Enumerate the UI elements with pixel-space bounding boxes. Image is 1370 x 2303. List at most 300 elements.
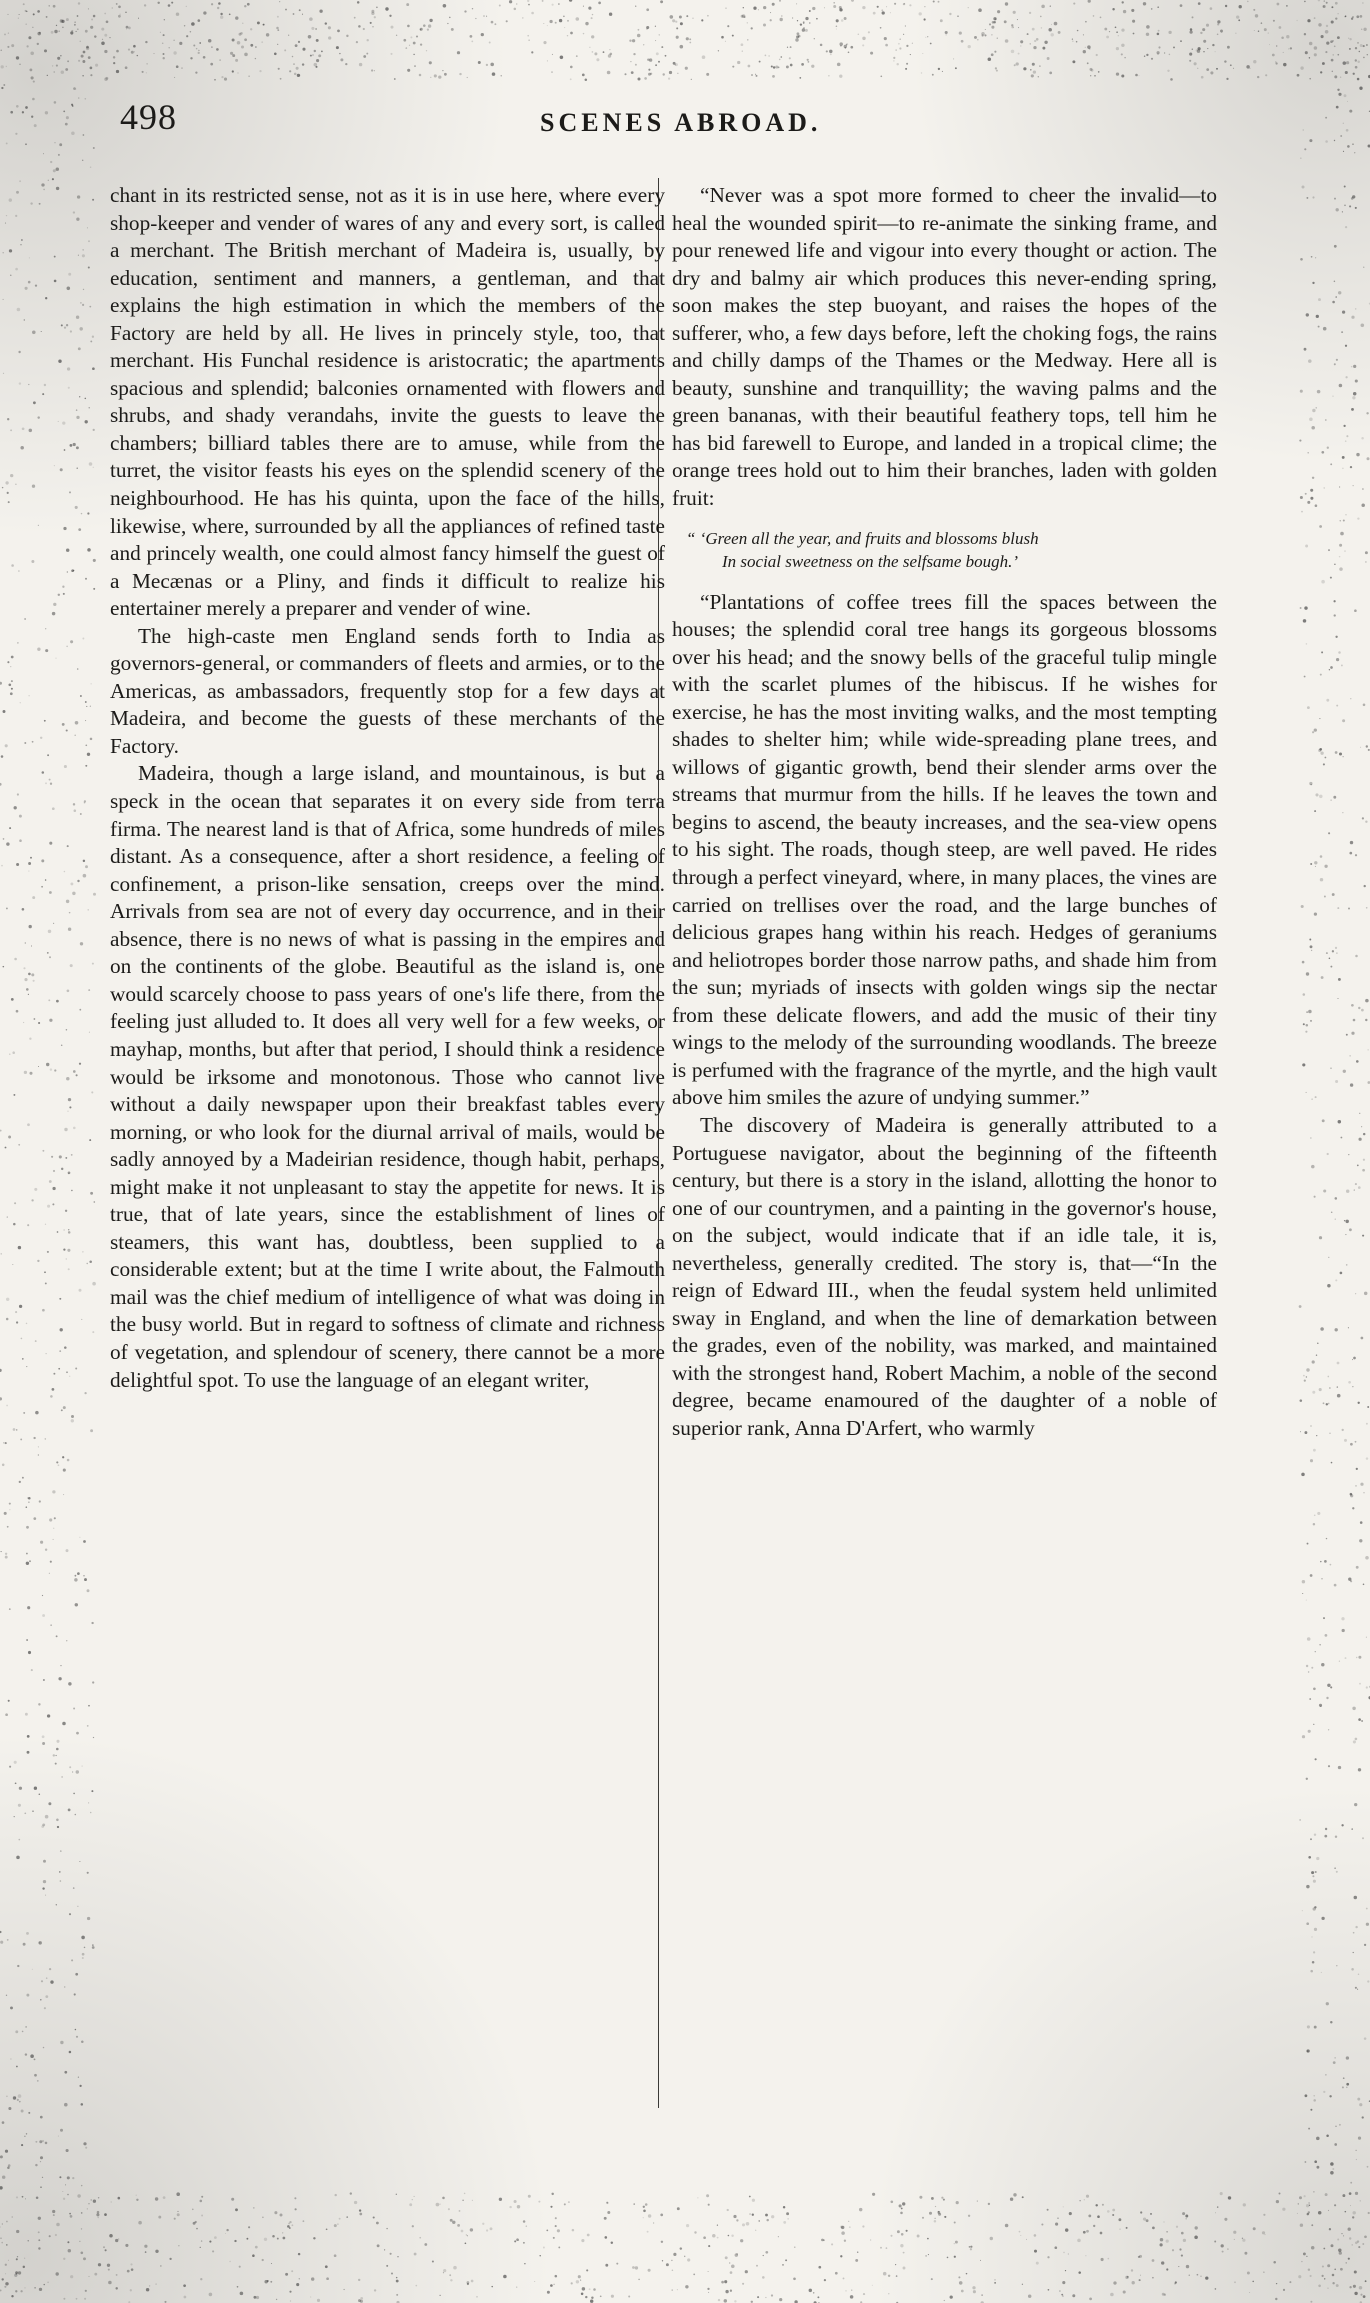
noise-dot	[591, 2297, 593, 2299]
noise-dot	[126, 26, 129, 29]
noise-dot	[1033, 46, 1036, 49]
noise-dot	[89, 407, 90, 408]
noise-dot	[49, 1180, 52, 1183]
verse-line-1: “ ‘Green all the year, and fruits and blossoms blush	[686, 528, 1039, 548]
noise-dot	[680, 45, 684, 49]
noise-dot	[748, 65, 751, 68]
noise-dot	[1334, 281, 1336, 283]
noise-dot	[1356, 2159, 1357, 2160]
noise-dot	[211, 46, 213, 48]
noise-dot	[66, 900, 69, 903]
noise-dot	[1029, 12, 1031, 14]
noise-dot	[1044, 41, 1047, 44]
noise-dot	[29, 68, 32, 71]
noise-dot	[491, 2286, 492, 2287]
noise-dot	[1319, 1704, 1322, 1707]
noise-dot	[10, 429, 12, 431]
noise-dot	[1348, 1154, 1349, 1155]
noise-dot	[547, 60, 548, 61]
noise-dot	[744, 16, 746, 18]
noise-dot	[163, 57, 165, 59]
noise-dot	[1331, 6, 1333, 8]
noise-dot	[1276, 2200, 1279, 2203]
noise-dot	[176, 2192, 180, 2196]
noise-dot	[609, 12, 612, 15]
noise-dot	[1335, 296, 1337, 298]
noise-dot	[313, 2237, 315, 2239]
noise-dot	[90, 340, 92, 342]
noise-dot	[1020, 40, 1023, 43]
noise-dot	[1308, 2128, 1310, 2130]
noise-dot	[1355, 1293, 1356, 1294]
noise-dot	[805, 29, 808, 32]
noise-dot	[725, 2290, 728, 2293]
noise-dot	[195, 71, 197, 73]
noise-dot	[1313, 1449, 1316, 1452]
noise-dot	[1304, 606, 1307, 609]
noise-dot	[729, 2262, 730, 2263]
noise-dot	[1359, 2286, 1362, 2289]
noise-dot	[1306, 1092, 1307, 1093]
noise-dot	[93, 2200, 96, 2203]
noise-dot	[218, 2, 221, 5]
noise-dot	[125, 2244, 128, 2247]
noise-dot	[88, 266, 90, 268]
noise-dot	[45, 782, 47, 784]
noise-dot	[146, 2288, 149, 2291]
noise-dot	[1351, 197, 1354, 200]
noise-dot	[288, 35, 289, 36]
noise-dot	[7, 661, 9, 663]
noise-dot	[1212, 44, 1214, 46]
noise-dot	[1357, 2240, 1359, 2242]
noise-dot	[1334, 45, 1336, 47]
noise-dot	[104, 2213, 107, 2216]
noise-dot	[909, 4, 911, 6]
noise-dot	[1198, 47, 1201, 50]
noise-dot	[954, 2221, 956, 2223]
noise-dot	[1192, 16, 1194, 18]
noise-dot	[74, 24, 76, 26]
noise-dot	[10, 2058, 11, 2059]
noise-dot	[214, 2236, 217, 2239]
noise-dot	[1316, 1355, 1317, 1356]
noise-dot	[72, 1771, 73, 1772]
noise-dot	[1335, 1328, 1338, 1331]
noise-dot	[69, 1106, 71, 1108]
noise-dot	[87, 548, 91, 552]
noise-dot	[190, 31, 191, 32]
noise-dot	[1335, 1197, 1338, 1200]
noise-dot	[108, 2269, 110, 2271]
noise-dot	[1316, 315, 1319, 318]
noise-dot	[1334, 140, 1335, 141]
noise-dot	[900, 2244, 903, 2247]
noise-dot	[900, 2212, 903, 2215]
noise-dot	[1319, 1644, 1320, 1645]
noise-dot	[1334, 198, 1336, 200]
noise-dot	[231, 2198, 234, 2201]
noise-dot	[1337, 1386, 1338, 1387]
noise-dot	[90, 67, 93, 70]
noise-dot	[274, 53, 277, 56]
noise-dot	[1, 1551, 2, 1552]
noise-dot	[1179, 2248, 1181, 2250]
noise-dot	[1355, 1183, 1357, 1185]
noise-dot	[97, 2211, 100, 2214]
noise-dot	[534, 2281, 535, 2282]
noise-dot	[1311, 1936, 1312, 1937]
noise-dot	[56, 25, 57, 26]
noise-dot	[1146, 2219, 1149, 2222]
noise-dot	[1158, 46, 1160, 48]
noise-dot	[235, 59, 238, 62]
noise-dot	[814, 38, 815, 39]
noise-dot	[1364, 1292, 1367, 1295]
right-paragraph-2: “Plantations of coffee trees fill the spaces between the houses; the splendid coral tree hangs its gorgeous blossoms over his head; and the snowy bells of the graceful tulip mingle with the scarlet plumes of the hibiscus. If he wishes for exercise, he has the most inviting walks, and the most tempting shades to shelter him; while wide-spreading plane trees, and willows of gigantic growth, bend their slender arms over the streams that murmur from the hills. If he leaves the town and begins to ascend, the beauty increases, and the sea-view opens to his sight. The roads, though steep, are well paved. He rides through a perfect vineyard, where, in many places, the vines are carried on trellises over the road, and the large bunches of delicious grapes hang within his reach. Hedges of geraniums and heliotropes border those narrow paths, and shade him from the sun; myriads of insects with golden wings sip the nectar from these delicate flowers, and add the music of their tiny wings to the melody of the surrounding woodlands. The breeze is perfumed with the fragrance of the myrtle, and the high vault above him smiles the azure of undying summer.”	[672, 589, 1217, 1110]
noise-dot	[662, 73, 664, 75]
noise-dot	[49, 1968, 51, 1970]
noise-dot	[6, 2221, 8, 2223]
noise-dot	[1315, 1096, 1317, 1098]
noise-dot	[946, 34, 947, 35]
noise-dot	[359, 2209, 361, 2211]
noise-dot	[429, 61, 432, 64]
noise-dot	[968, 45, 971, 48]
noise-dot	[996, 70, 998, 72]
noise-dot	[34, 2287, 36, 2289]
noise-dot	[14, 1202, 16, 1204]
noise-dot	[1242, 2239, 1245, 2242]
noise-dot	[868, 31, 870, 33]
noise-dot	[391, 2272, 393, 2274]
noise-dot	[671, 2260, 672, 2261]
noise-dot	[1189, 2275, 1190, 2276]
noise-dot	[779, 0, 781, 2]
noise-dot	[1363, 1492, 1364, 1493]
noise-dot	[1348, 1578, 1351, 1581]
left-paragraph-3: Madeira, though a large island, and mountainous, is but a speck in the ocean that separates it on every side from terra firma. The nearest land is that of Africa, some hundreds of miles distant. As a consequence, after a short residence, a feeling of confinement, a prison-like sensation, creeps over the mind. Arrivals from sea are not of every day occurrence, and in their absence, there is no news of what is passing in the empires and on the continents of the globe. Beautiful as the island is, one would scarcely choose to pass years of one's life there, from the feeling just alluded to. It does all very well for a few weeks, or mayhap, months, but after that period, I should think a residence would be irksome and monotonous. Those who cannot live without a daily newspaper upon their breakfast tables every morning, or who look for the diurnal arrival of mails, would be sadly annoyed by a Madeirian residence, though habit, perhaps, might make it not unpleasant to stay the appetite for news. It is true, that of late years, since the establishment of lines of steamers, this want has, doubtless, been supplied to a considerable extent; but at the time I write about, the Falmouth mail was the chief medium of intelligence of what was doing in the busy world. But in regard to softness of climate and richness of vegetation, and splendour of scenery, there cannot be a more delightful spot. To use the language of an elegant writer,	[110, 761, 665, 1392]
noise-dot	[676, 27, 678, 29]
noise-dot	[753, 7, 756, 10]
noise-dot	[1146, 25, 1150, 29]
noise-dot	[1061, 2294, 1063, 2296]
noise-dot	[770, 19, 772, 21]
noise-dot	[1325, 419, 1327, 421]
noise-dot	[1348, 2258, 1350, 2260]
noise-dot	[39, 2288, 42, 2291]
noise-dot	[62, 1722, 66, 1726]
noise-dot	[88, 2276, 89, 2277]
noise-dot	[1306, 1011, 1308, 1013]
noise-dot	[50, 161, 52, 163]
noise-dot	[302, 48, 305, 51]
noise-dot	[1072, 60, 1075, 63]
noise-dot	[526, 2225, 528, 2227]
noise-dot	[20, 244, 21, 245]
noise-dot	[1349, 852, 1352, 855]
noise-dot	[893, 57, 895, 59]
noise-dot	[44, 49, 47, 52]
noise-dot	[11, 656, 14, 659]
noise-dot	[585, 78, 588, 81]
noise-dot	[439, 2295, 440, 2296]
noise-dot	[76, 1074, 78, 1076]
noise-dot	[390, 53, 392, 55]
noise-dot	[1359, 1539, 1362, 1542]
noise-dot	[752, 2214, 754, 2216]
noise-dot	[1344, 94, 1347, 97]
noise-dot	[763, 2255, 764, 2256]
noise-dot	[982, 34, 984, 36]
noise-dot	[807, 59, 809, 61]
noise-dot	[1310, 1574, 1313, 1577]
noise-dot	[5, 1556, 8, 1559]
noise-dot	[1263, 2272, 1264, 2273]
noise-dot	[75, 89, 76, 90]
noise-dot	[718, 2299, 720, 2301]
noise-dot	[29, 1038, 31, 1040]
noise-dot	[426, 50, 427, 51]
noise-dot	[87, 753, 90, 756]
noise-dot	[516, 2287, 517, 2288]
noise-dot	[409, 45, 410, 46]
noise-dot	[516, 3, 517, 4]
noise-dot	[131, 2268, 134, 2271]
noise-dot	[1315, 1871, 1317, 1873]
noise-dot	[371, 69, 373, 71]
noise-dot	[1317, 1512, 1320, 1515]
noise-dot	[1063, 2252, 1064, 2253]
noise-dot	[837, 63, 841, 67]
noise-dot	[1308, 2202, 1310, 2204]
noise-dot	[1258, 31, 1259, 32]
noise-dot	[1301, 1473, 1305, 1477]
noise-dot	[5, 2282, 8, 2285]
noise-dot	[1344, 1439, 1347, 1442]
noise-dot	[15, 2271, 18, 2274]
noise-dot	[1325, 51, 1327, 53]
noise-dot	[54, 256, 56, 258]
noise-dot	[8, 683, 11, 686]
noise-dot	[1095, 2204, 1097, 2206]
noise-dot	[1360, 2200, 1361, 2201]
noise-dot	[514, 2240, 516, 2242]
noise-dot	[1335, 636, 1337, 638]
noise-dot	[17, 2099, 19, 2101]
noise-dot	[16, 56, 19, 59]
noise-dot	[1314, 810, 1316, 812]
noise-dot	[60, 2129, 63, 2132]
noise-dot	[1327, 447, 1329, 449]
noise-dot	[924, 6, 925, 7]
noise-dot	[49, 956, 51, 958]
noise-dot	[144, 2245, 147, 2248]
noise-dot	[19, 1787, 22, 1790]
noise-dot	[73, 803, 75, 805]
noise-dot	[643, 2210, 646, 2213]
noise-dot	[19, 1305, 22, 1308]
noise-dot	[73, 1127, 76, 1130]
noise-dot	[772, 3, 775, 6]
noise-dot	[24, 319, 25, 320]
noise-dot	[1242, 2238, 1243, 2239]
noise-dot	[69, 2213, 71, 2215]
noise-dot	[1220, 30, 1223, 33]
noise-dot	[1304, 1, 1306, 3]
noise-dot	[92, 1282, 96, 1286]
noise-dot	[1313, 1907, 1316, 1910]
noise-dot	[78, 255, 79, 256]
noise-dot	[1112, 8, 1114, 10]
noise-dot	[186, 35, 188, 37]
noise-dot	[312, 54, 314, 56]
noise-dot	[1, 50, 2, 51]
noise-dot	[1350, 1493, 1353, 1496]
noise-dot	[82, 1766, 83, 1767]
noise-dot	[1349, 1228, 1352, 1231]
noise-dot	[88, 909, 89, 910]
noise-dot	[65, 68, 68, 71]
noise-dot	[1028, 2294, 1031, 2297]
noise-dot	[646, 26, 649, 29]
noise-dot	[938, 2211, 940, 2213]
noise-dot	[12, 1264, 13, 1265]
noise-dot	[1310, 1838, 1312, 1840]
noise-dot	[120, 14, 121, 15]
noise-dot	[235, 16, 238, 19]
noise-dot	[1358, 1007, 1360, 1009]
noise-dot	[67, 571, 68, 572]
noise-dot	[116, 70, 119, 73]
noise-dot	[125, 12, 126, 13]
noise-dot	[90, 74, 92, 76]
noise-dot	[73, 1887, 75, 1889]
noise-dot	[1361, 1720, 1363, 1722]
noise-dot	[77, 668, 79, 670]
noise-dot	[937, 2211, 940, 2214]
noise-dot	[1314, 1833, 1316, 1835]
noise-dot	[38, 2217, 41, 2220]
noise-dot	[246, 2238, 248, 2240]
noise-dot	[1030, 69, 1032, 71]
noise-dot	[1361, 1009, 1364, 1012]
noise-dot	[758, 2220, 759, 2221]
noise-dot	[489, 42, 491, 44]
noise-dot	[1123, 2290, 1126, 2293]
noise-dot	[703, 2236, 706, 2239]
noise-dot	[1319, 1236, 1322, 1239]
noise-dot	[941, 2197, 943, 2199]
noise-dot	[758, 9, 759, 10]
noise-dot	[997, 10, 1000, 13]
noise-dot	[917, 2235, 920, 2238]
noise-dot	[1360, 2294, 1362, 2296]
noise-dot	[49, 5, 50, 6]
noise-dot	[15, 215, 17, 217]
noise-dot	[823, 2239, 825, 2241]
noise-dot	[15, 2030, 18, 2033]
noise-dot	[605, 2264, 608, 2267]
noise-dot	[50, 1624, 51, 1625]
noise-dot	[1346, 2087, 1348, 2089]
noise-dot	[1093, 15, 1095, 17]
noise-dot	[5, 1442, 7, 1444]
noise-dot	[586, 2269, 588, 2271]
noise-dot	[52, 1388, 55, 1391]
noise-dot	[1367, 54, 1368, 55]
noise-dot	[1013, 2193, 1016, 2196]
noise-dot	[184, 2296, 187, 2299]
noise-dot	[790, 64, 793, 67]
noise-dot	[1318, 23, 1321, 26]
noise-dot	[1342, 2086, 1344, 2088]
noise-dot	[64, 449, 66, 451]
noise-dot	[687, 2258, 690, 2261]
noise-dot	[371, 10, 374, 13]
noise-dot	[92, 1331, 94, 1333]
noise-dot	[576, 55, 578, 57]
noise-dot	[730, 2271, 733, 2274]
noise-dot	[1308, 2211, 1310, 2213]
noise-dot	[1225, 5, 1227, 7]
noise-dot	[169, 2258, 171, 2260]
noise-dot	[906, 63, 908, 65]
noise-dot	[130, 2289, 132, 2291]
noise-dot	[229, 2261, 230, 2262]
noise-dot	[1354, 2292, 1357, 2295]
noise-dot	[219, 59, 220, 60]
noise-dot	[87, 512, 89, 514]
noise-dot	[1283, 63, 1286, 66]
noise-dot	[1311, 426, 1315, 430]
noise-dot	[39, 1942, 41, 1944]
noise-dot	[63, 2198, 65, 2200]
noise-dot	[1318, 326, 1320, 328]
noise-dot	[1038, 76, 1039, 77]
noise-dot	[277, 44, 278, 45]
noise-dot	[841, 2226, 844, 2229]
noise-dot	[1337, 907, 1339, 909]
noise-dot	[58, 421, 59, 422]
noise-dot	[1320, 878, 1323, 881]
noise-dot	[1140, 2275, 1141, 2276]
noise-dot	[903, 34, 904, 35]
noise-dot	[1366, 1457, 1368, 1459]
noise-dot	[1301, 905, 1304, 908]
noise-dot	[29, 429, 32, 432]
noise-dot	[1020, 2235, 1021, 2236]
noise-dot	[82, 1251, 83, 1252]
noise-dot	[59, 1350, 61, 1352]
noise-dot	[24, 2287, 25, 2288]
noise-dot	[1363, 45, 1365, 47]
noise-dot	[358, 2279, 360, 2281]
noise-dot	[1084, 2199, 1085, 2200]
noise-dot	[28, 384, 29, 385]
noise-dot	[1304, 1380, 1306, 1382]
noise-dot	[92, 1944, 93, 1945]
noise-dot	[22, 1358, 24, 1360]
noise-dot	[607, 71, 611, 75]
noise-dot	[414, 65, 415, 66]
noise-dot	[638, 29, 640, 31]
noise-dot	[71, 1959, 73, 1961]
noise-dot	[582, 2287, 585, 2290]
noise-dot	[457, 2224, 460, 2227]
noise-dot	[1152, 2227, 1155, 2230]
noise-dot	[49, 2235, 51, 2237]
